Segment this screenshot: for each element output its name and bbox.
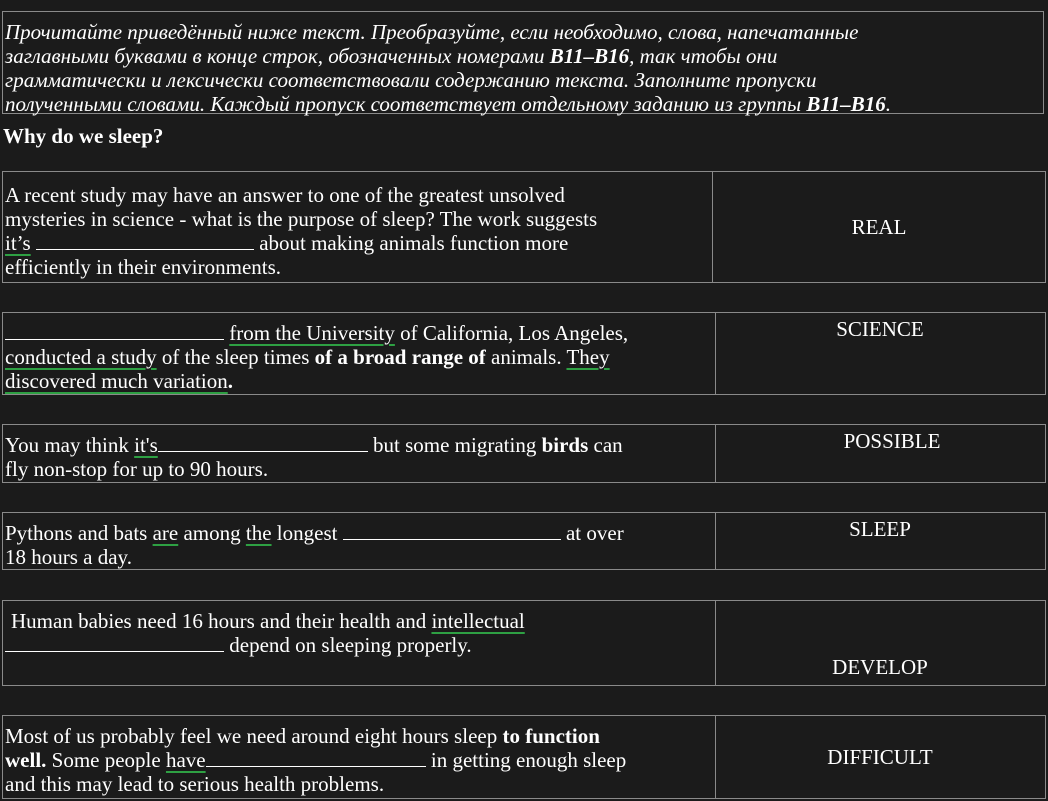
answer-blank[interactable]: [5, 321, 224, 340]
task-range: B11–B16: [549, 44, 630, 68]
instructions-line: [5, 20, 1041, 44]
answer-blank[interactable]: [36, 231, 254, 250]
task-text-fragment: They: [566, 345, 610, 369]
task-text-fragment: of a broad range of: [314, 345, 486, 369]
task-text-line: [5, 609, 713, 633]
task-text-line: [5, 633, 713, 657]
text-title: Why do we sleep?: [3, 124, 164, 148]
task-row: [2, 715, 1046, 799]
task-text-line: fly non-stop for up to 90 hours.: [5, 457, 269, 481]
task-text-line: efficiently in their environments.: [5, 255, 282, 279]
task-text-fragment: intellectual: [431, 609, 525, 633]
keyword: REAL: [851, 215, 907, 239]
keyword: DIFFICULT: [827, 745, 933, 769]
task-text-fragment: Most of us probably feel we need around eight hours sleep: [5, 724, 503, 748]
task-text-fragment: but some migrating: [367, 433, 542, 457]
keyword-cell: [715, 513, 1045, 569]
task-text-fragment: You may think: [5, 433, 135, 457]
task-text-fragment: the: [245, 521, 272, 545]
task-text-line: mysteries in science - what is the purpose of sleep? The work suggests: [5, 207, 598, 231]
task-text-line: 18 hours a day.: [5, 545, 132, 569]
instructions-line: [5, 68, 1041, 92]
task-text-cell: [3, 716, 716, 798]
task-text-cell: [3, 513, 716, 569]
task-text-cell: [3, 601, 716, 685]
task-text-fragment: it’s: [5, 231, 31, 255]
instructions-text: Прочитайте приведённый ниже текст. Преобразуйте, если необходимо, слова, напечатанные: [5, 20, 859, 44]
task-row: [2, 424, 1046, 483]
answer-blank[interactable]: [5, 633, 224, 652]
instructions-line: [5, 44, 1041, 68]
keyword-cell: [713, 172, 1045, 282]
task-range: B11–B16: [806, 92, 886, 116]
task-row: [2, 512, 1046, 570]
keyword-cell: [715, 313, 1045, 394]
task-text-line: [5, 231, 710, 255]
instructions-text: грамматически и лексически соответствовали содержанию текста. Заполните пропуски: [5, 68, 817, 92]
instructions-text: заглавными буквами в конце строк, обозначенных номерами: [5, 44, 550, 68]
task-text-fragment: longest: [271, 521, 338, 545]
instructions-box: [2, 11, 1044, 114]
task-text-fragment: can: [588, 433, 623, 457]
task-text-fragment: .: [227, 369, 234, 393]
task-row: [2, 312, 1046, 395]
task-text-fragment: conducted a study: [5, 345, 157, 369]
task-text-fragment: Human babies need 16 hours and their health and: [11, 609, 432, 633]
keyword-cell: [715, 425, 1045, 482]
answer-blank[interactable]: [158, 433, 368, 452]
instructions-text: , так чтобы они: [629, 44, 778, 68]
task-text-fragment: well.: [5, 748, 47, 772]
task-text-line: [5, 433, 713, 457]
task-text-fragment: have: [165, 748, 206, 772]
task-text-fragment: Pythons and bats: [5, 521, 153, 545]
task-text-line: [5, 521, 713, 545]
task-text-fragment: in getting enough sleep: [425, 748, 627, 772]
task-text-line: [5, 321, 713, 345]
task-text-line: [5, 748, 713, 772]
keyword: SCIENCE: [836, 317, 924, 341]
task-text-fragment: from the University: [229, 321, 395, 345]
task-text-cell: [3, 425, 716, 482]
task-text-cell: [3, 313, 716, 394]
task-row: [2, 171, 1046, 283]
task-text-fragment: to function: [502, 724, 600, 748]
task-text-fragment: about making animals function more: [259, 231, 569, 255]
task-text-fragment: at over: [560, 521, 624, 545]
task-text-fragment: it's: [134, 433, 158, 457]
task-text-line: [5, 724, 713, 748]
keyword: POSSIBLE: [843, 429, 941, 453]
task-text-fragment: of the sleep times: [156, 345, 315, 369]
task-text-fragment: animals.: [485, 345, 567, 369]
task-text-fragment: Some people: [46, 748, 166, 772]
task-text-fragment: of California, Los Angeles,: [394, 321, 629, 345]
task-text-line: [5, 369, 713, 393]
task-text-fragment: are: [152, 521, 179, 545]
keyword: DEVELOP: [832, 655, 928, 679]
instructions-text: .: [885, 92, 891, 116]
task-text-fragment: discovered much variation: [5, 369, 228, 393]
task-text-line: A recent study may have an answer to one of the greatest unsolved: [5, 183, 565, 207]
task-text-cell: [3, 172, 713, 282]
task-row: [2, 600, 1046, 686]
keyword-cell: [715, 716, 1045, 798]
answer-blank[interactable]: [343, 521, 561, 540]
task-text-fragment: birds: [541, 433, 589, 457]
answer-blank[interactable]: [206, 748, 426, 767]
task-text-fragment: among: [178, 521, 246, 545]
task-text-line: and this may lead to serious health problems.: [5, 772, 385, 796]
keyword: SLEEP: [849, 517, 911, 541]
instructions-line: [5, 92, 1041, 116]
keyword-cell: [715, 601, 1045, 685]
task-text-line: [5, 345, 713, 369]
instructions-text: полученными словами. Каждый пропуск соответствует отдельному заданию из группы: [5, 92, 807, 116]
task-text-fragment: depend on sleeping properly.: [224, 633, 472, 657]
